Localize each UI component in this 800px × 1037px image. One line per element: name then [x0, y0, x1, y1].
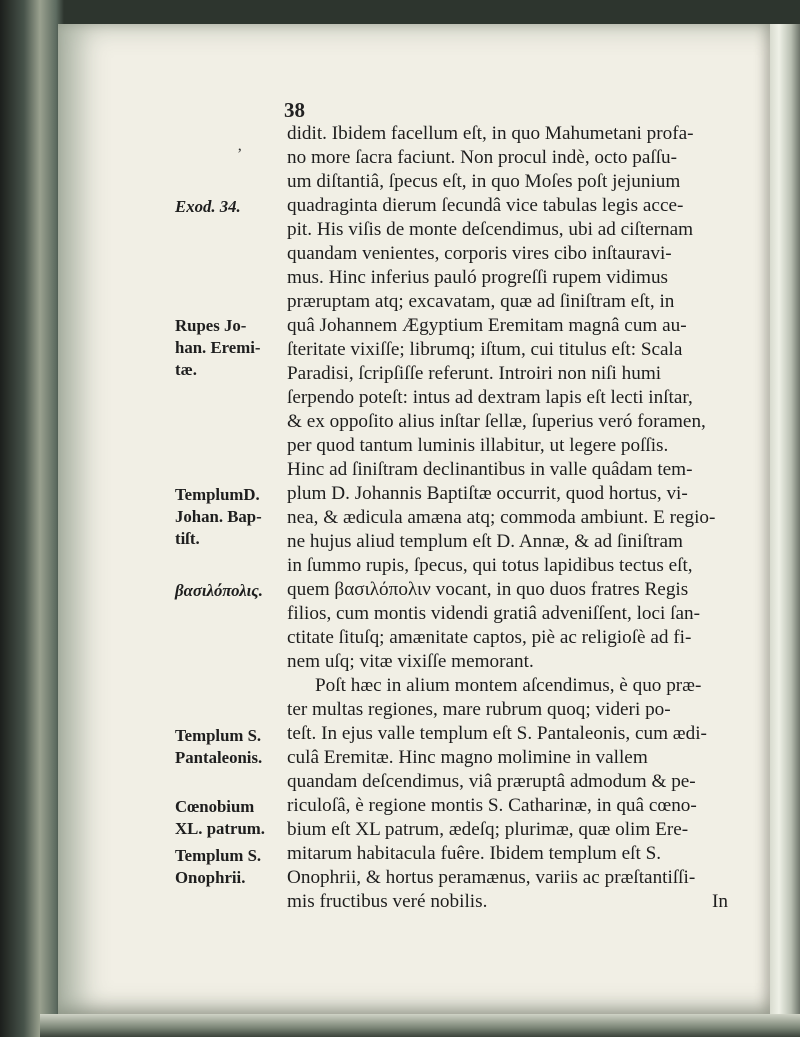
text-line: pit. His viſis de monte deſcendimus, ubi ad ciſternam — [287, 219, 694, 240]
text-line: teſt. In ejus valle templum eſt S. Pantaleonis, cum ædi- — [287, 723, 707, 744]
margin-note: Onophrii. — [175, 868, 246, 887]
margin-note: Exod. 34. — [175, 197, 241, 216]
text-line: Hinc ad ſiniſtram declinantibus in valle quâdam tem- — [287, 459, 693, 480]
text-line: ſteritate vixiſſe; librumq; iſtum, cui titulus eſt: Scala — [287, 339, 683, 360]
margin-note: Rupes Jo- — [175, 316, 247, 335]
margin-note: Templum S. — [175, 846, 262, 865]
text-line: no more ſacra faciunt. Non procul indè, octo paſſu- — [287, 147, 678, 168]
text-line: bium eſt XL patrum, ædeſq; plurimæ, quæ olim Ere- — [287, 819, 689, 840]
text-line: plum D. Johannis Baptiſtæ occurrit, quod hortus, vi- — [287, 483, 688, 504]
text-line: in ſummo rupis, ſpecus, qui totus lapidibus tectus eſt, — [287, 555, 693, 576]
text-line: didit. Ibidem facellum eſt, in quo Mahumetani profa- — [287, 123, 694, 144]
margin-note: Johan. Bap- — [175, 507, 262, 526]
text-line: mitarum habitacula fuêre. Ibidem templum eſt S. — [287, 843, 662, 864]
text-line: ter multas regiones, mare rubrum quoq; videri po- — [287, 699, 671, 720]
text-line: quem βασιλόπολιν vocant, in quo duos fratres Regis — [287, 579, 689, 600]
margin-note: TemplumD. — [175, 485, 260, 504]
margin-note: βασιλόπολις. — [175, 581, 263, 600]
catchword: In — [712, 891, 728, 912]
text-line: quandam venientes, corporis vires cibo inſtauravi- — [287, 243, 672, 264]
text-line: & ex oppoſito alius inſtar ſellæ, ſuperius veró foramen, — [287, 411, 706, 432]
text-line: Paradisi, ſcripſiſſe referunt. Introiri non niſi humi — [287, 363, 662, 384]
page-number: 38 — [284, 98, 305, 122]
text-line: per quod tantum luminis illabitur, ut legere poſſis. — [287, 435, 669, 456]
text-line: Onophrii, & hortus peramænus, variis ac præſtantiſſi- — [287, 867, 696, 888]
text-line: um diſtantiâ, ſpecus eſt, in quo Moſes poſt jejunium — [287, 171, 681, 192]
text-line: nea, & ædicula amæna atq; commoda ambiunt. E regio- — [287, 507, 716, 528]
text-line: quadraginta dierum ſecundâ vice tabulas legis acce- — [287, 195, 684, 216]
text-line: ne hujus aliud templum eſt D. Annæ, & ad ſiniſtram — [287, 531, 683, 552]
text-line: Poſt hæc in alium montem aſcendimus, è quo præ- — [315, 675, 702, 696]
text-line: quandam deſcendimus, viâ præruptâ admodum & pe- — [287, 771, 696, 792]
stray-mark: ʼ — [237, 146, 243, 163]
margin-note: tiſt. — [175, 529, 200, 548]
margin-note: XL. patrum. — [175, 819, 265, 838]
margin-note: han. Eremi- — [175, 338, 261, 357]
text-line: ctitate ſituſq; amænitate captos, piè ac religioſè ad fi- — [287, 627, 692, 648]
text-line: quâ Johannem Ægyptium Eremitam magnâ cum au- — [287, 315, 687, 336]
text-line: mis fructibus veré nobilis. — [287, 891, 488, 912]
page-edge-right — [770, 24, 800, 1014]
text-line: ſerpendo poteſt: intus ad dextram lapis eſt lecti inſtar, — [287, 387, 693, 408]
page-edge-bottom — [40, 1014, 800, 1037]
margin-note: Pantaleonis. — [175, 748, 263, 767]
margin-note: Templum S. — [175, 726, 262, 745]
text-line: mus. Hinc inferius pauló progreſſi rupem vidimus — [287, 267, 669, 288]
text-line: præruptam atq; excavatam, quæ ad ſiniſtram eſt, in — [287, 291, 675, 312]
margin-note: tæ. — [175, 360, 197, 379]
margin-note: Cœnobium — [175, 797, 255, 816]
text-line: nem uſq; vitæ vixiſſe memorant. — [287, 651, 534, 672]
text-line: culâ Eremitæ. Hinc magno molimine in vallem — [287, 747, 648, 768]
text-line: riculoſâ, è regione montis S. Catharinæ, in quâ cœno- — [287, 795, 697, 816]
text-line: filios, cum montis videndi gratiâ adveniſſent, loci ſan- — [287, 603, 700, 624]
